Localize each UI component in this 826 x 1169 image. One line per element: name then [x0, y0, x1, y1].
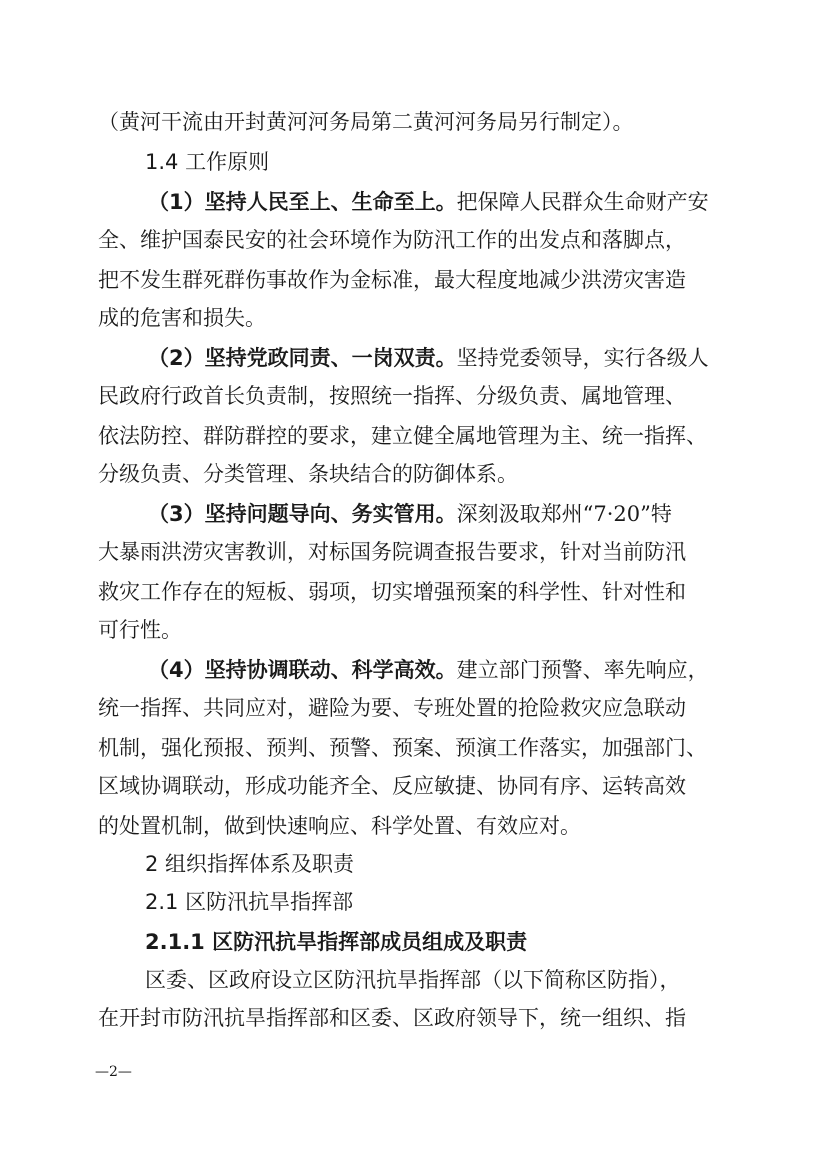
principle-1-text: 把保障人民群众生命财产安 — [456, 190, 709, 214]
principle-3-line-4: 可行性。 — [98, 618, 182, 642]
page-number: —2— — [95, 1064, 132, 1080]
principle-3-line-2: 大暴雨洪涝灾害教训，对标国务院调查报告要求，针对当前防汛 — [98, 540, 686, 564]
principle-4-line-2: 统一指挥、共同应对，避险为要、专班处置的抢险救灾应急联动 — [98, 696, 686, 720]
para-2-1-1-line-1: 区委、区政府设立区防汛抗旱指挥部（以下简称区防指）， — [145, 968, 681, 992]
principle-1-line-2: 全、维护国泰民安的社会环境作为防汛工作的出发点和落脚点， — [98, 228, 686, 252]
principle-2-line-2: 民政府行政首长负责制，按照统一指挥、分级负责、属地管理、 — [98, 384, 686, 408]
principle-4-line-1 — [148, 656, 709, 684]
principle-2-title: （2）坚持党政同责、一岗双责。 — [148, 346, 457, 370]
principle-4-line-5: 的处置机制，做到快速响应、科学处置、有效应对。 — [98, 814, 581, 838]
principle-2-text: 坚持党委领导，实行各级人 — [456, 346, 709, 370]
principle-1-line-1 — [148, 188, 709, 216]
section-heading-2: 2 组织指挥体系及职责 — [145, 852, 355, 876]
principle-2-line-4: 分级负责、分类管理、条块结合的防御体系。 — [98, 462, 518, 486]
principle-3-line-1 — [148, 500, 672, 528]
section-heading-2-1-1: 2.1.1 区防汛抗旱指挥部成员组成及职责 — [145, 930, 528, 954]
para-2-1-1-line-2: 在开封市防汛抗旱指挥部和区委、区政府领导下，统一组织、指 — [98, 1006, 686, 1030]
section-heading-2-1: 2.1 区防汛抗旱指挥部 — [145, 890, 354, 914]
principle-4-title: （4）坚持协调联动、科学高效。 — [148, 658, 457, 682]
principle-4-line-3: 机制，强化预报、预判、预警、预案、预演工作落实，加强部门、 — [98, 736, 707, 760]
principle-2-line-1 — [148, 344, 709, 372]
principle-1-line-3: 把不发生群死群伤事故作为金标准，最大程度地减少洪涝灾害造 — [98, 268, 686, 292]
principle-2-line-3: 依法防控、群防群控的要求，建立健全属地管理为主、统一指挥、 — [98, 424, 707, 448]
principle-3-text: 深刻汲取郑州“7·20”特 — [456, 502, 672, 526]
principle-4-text: 建立部门预警、率先响应， — [456, 658, 709, 682]
section-heading-1-4: 1.4 工作原则 — [145, 150, 270, 174]
principle-3-title: （3）坚持问题导向、务实管用。 — [148, 502, 457, 526]
principle-3-line-3: 救灾工作存在的短板、弱项，切实增强预案的科学性、针对性和 — [98, 580, 686, 604]
continuation-line: （黄河干流由开封黄河河务局第二黄河河务局另行制定）。 — [98, 110, 634, 134]
principle-1-title: （1）坚持人民至上、生命至上。 — [148, 190, 457, 214]
principle-4-line-4: 区域协调联动，形成功能齐全、反应敏捷、协同有序、运转高效 — [98, 774, 686, 798]
principle-1-line-4: 成的危害和损失。 — [98, 306, 266, 330]
